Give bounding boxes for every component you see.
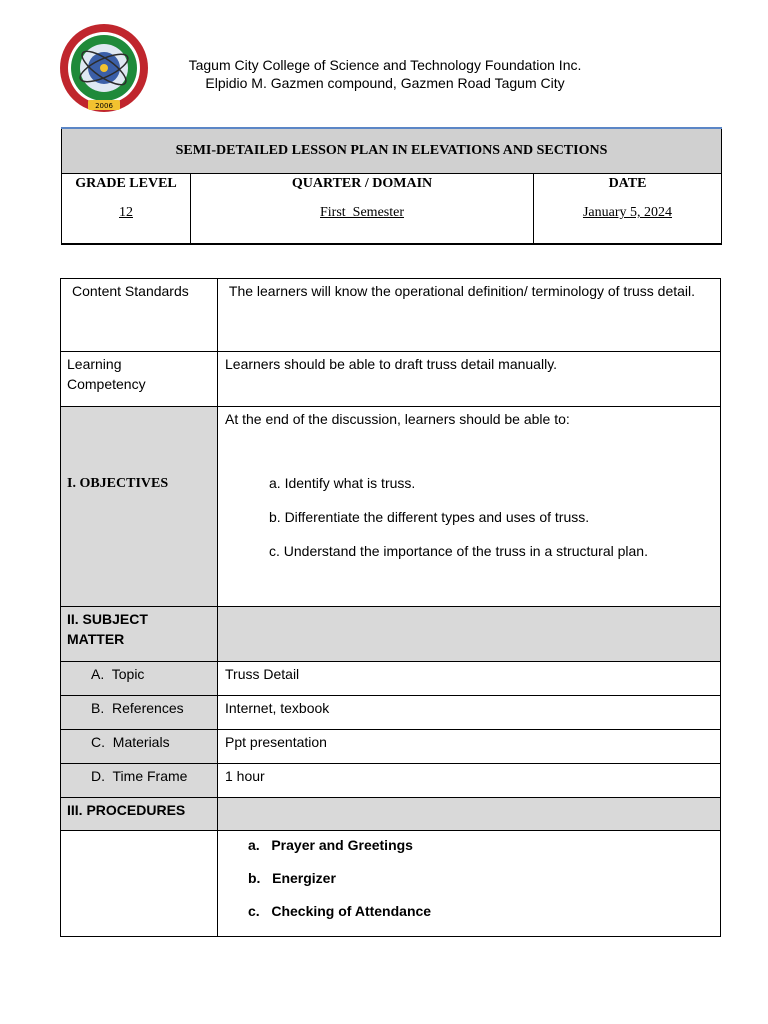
table-row <box>61 831 721 937</box>
objectives-list <box>225 473 713 561</box>
materials-label: C. Materials <box>61 730 218 764</box>
list-item: a. Identify what is truss. <box>269 475 416 491</box>
materials-value: Ppt presentation <box>218 730 721 764</box>
time-frame-label: D. Time Frame <box>61 764 218 798</box>
subject-matter-cell <box>218 607 721 662</box>
content-standards-value: The learners will know the operational definition/ terminology of truss detail. <box>218 279 721 352</box>
references-value: Internet, texbook <box>218 696 721 730</box>
table-row <box>61 407 721 607</box>
topic-value: Truss Detail <box>218 662 721 696</box>
procedures-cell <box>218 831 721 937</box>
svg-text:2006: 2006 <box>95 102 113 110</box>
grade-level-value: 12 <box>62 193 191 244</box>
list-item: c. Checking of Attendance <box>248 903 432 919</box>
list-item: b. Energizer <box>248 870 336 886</box>
table-row <box>61 764 721 798</box>
table-row <box>61 798 721 831</box>
content-standards-label: Content Standards <box>61 279 218 352</box>
quarter-domain-value: First Semester <box>191 193 534 244</box>
subject-matter-label: II. SUBJECT MATTER <box>61 607 218 662</box>
learning-competency-value: Learners should be able to draft truss detail manually. <box>218 352 721 407</box>
topic-label: A. Topic <box>61 662 218 696</box>
table-row <box>61 662 721 696</box>
lesson-plan-header-table <box>61 127 722 245</box>
quarter-domain-label: QUARTER / DOMAIN <box>191 173 534 193</box>
date-value: January 5, 2024 <box>534 193 722 244</box>
procedures-label: III. PROCEDURES <box>61 798 218 831</box>
objectives-cell <box>218 407 721 607</box>
procedures-list <box>225 835 713 921</box>
list-item: b. Differentiate the different types and uses of truss. <box>269 509 590 525</box>
table-row <box>61 730 721 764</box>
procedures-empty-cell <box>61 831 218 937</box>
table-row <box>61 696 721 730</box>
school-name: Tagum City College of Science and Technology Foundation Inc. <box>188 57 582 73</box>
time-frame-value: 1 hour <box>218 764 721 798</box>
objectives-label: I. OBJECTIVES <box>61 407 218 607</box>
table-row <box>61 607 721 662</box>
table-row <box>61 352 721 407</box>
grade-level-label: GRADE LEVEL <box>62 173 191 193</box>
list-item: c. Understand the importance of the truss in a structural plan. <box>269 543 648 559</box>
date-label: DATE <box>534 173 722 193</box>
list-item: a. Prayer and Greetings <box>248 837 413 853</box>
school-address: Elpidio M. Gazmen compound, Gazmen Road Tagum City <box>205 75 565 91</box>
lesson-plan-title: SEMI-DETAILED LESSON PLAN IN ELEVATIONS AND SECTIONS <box>62 128 722 173</box>
school-seal-logo <box>58 22 150 116</box>
references-label: B. References <box>61 696 218 730</box>
procedures-header-cell <box>218 798 721 831</box>
lesson-plan-body-table <box>60 278 721 937</box>
table-row <box>61 279 721 352</box>
learning-competency-label: Learning Competency <box>61 352 218 407</box>
school-header <box>150 56 620 92</box>
objectives-intro: At the end of the discussion, learners should be able to: <box>225 411 570 427</box>
